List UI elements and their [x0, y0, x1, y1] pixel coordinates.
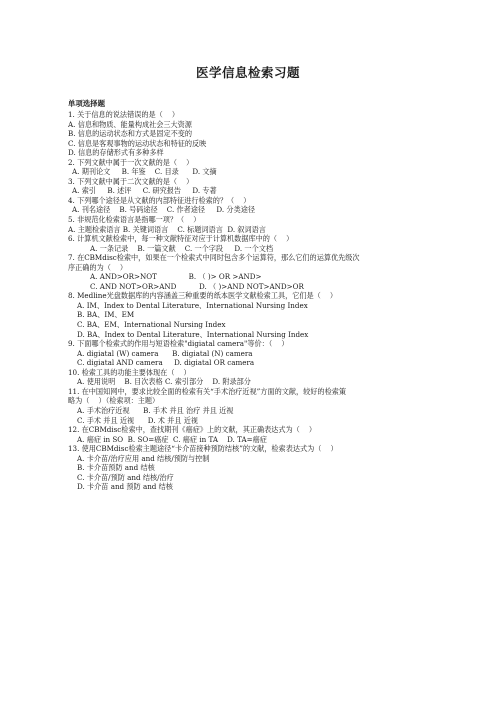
- text-line: 5. 非规范化检索语言是指哪一项？（ ）: [68, 215, 201, 225]
- text-line: C. digiatal AND camera D. digiatal OR camera: [77, 358, 255, 368]
- text-line: 3. 下列文献中属于二次文献的是（ ）: [68, 176, 194, 186]
- text-line: A. 癌症 in SO B. SO=癌症 C. 癌症 in TA D. TA=癌症: [77, 434, 267, 444]
- text-line: A. AND>OR>NOT B. （ )> OR >AND>: [90, 272, 262, 282]
- text-line: A. 刊名途径 B. 号码途径 C. 作者途径 D. 分类途径: [72, 205, 255, 215]
- text-line: A. IM、Index to Dental Literature、International Nursing Index: [77, 300, 308, 310]
- document-title: 医学信息检索习题: [195, 65, 300, 80]
- text-line: C. 手术 并且 近视 D. 术 并且 近视: [77, 415, 199, 425]
- text-line: B. 信息的运动状态和方式是固定不变的: [68, 129, 193, 139]
- text-line: A. 手术治疗近视 B. 手术 并且 治疗 并且 近视: [77, 405, 234, 415]
- text-line: D. BA、Index to Dental Literature、International Nursing Index: [77, 329, 309, 339]
- text-line: 6. 计算机文献检索中，每一种文献特征对应于计算机数据库中的（ ）: [68, 234, 294, 244]
- text-line: 11. 在中国知网中，要求比较全面的检索有关“手术治疗近视”方面的文献，较好的检索策: [68, 386, 346, 396]
- text-line: 12. 在CBMdisc检索中，查找期刊《癌症》上的文献，其正确表达式为（ ）: [68, 425, 317, 435]
- text-line: A. digiatal (W) camera B. digiatal (N) camera: [77, 348, 253, 358]
- text-line: A. 使用说明 B. 目次表格 C. 索引部分 D. 附录部分: [77, 377, 251, 387]
- text-line: 4. 下列哪个途径是从文献的内部特征进行检索的？（ ）: [68, 195, 251, 205]
- text-line: B. BA、IM、EM: [77, 310, 135, 320]
- text-line: 13. 使用CBMdisc检索主题途径“卡介苗接种预防结核”的文献，检索表达式为（ ）: [68, 444, 338, 454]
- text-line: A. 一条记录 B. 一篇文献 C. 一个字段 D. 一个文档: [90, 243, 273, 253]
- text-line: A. 卡介苗/治疗应用 and 结核/预防与控制: [77, 453, 210, 463]
- text-line: A. 期刊论文 B. 年鉴 C. 目录 D. 文摘: [72, 167, 217, 177]
- text-line: 2. 下列文献中属于一次文献的是（ ）: [68, 157, 194, 167]
- text-line: 10. 检索工具的功能主要体现在（ ）: [68, 367, 191, 377]
- text-line: B. 卡介苗预防 and 结核: [77, 463, 155, 473]
- text-line: 8. Medline光盘数据库的内容涵盖三种重要的纸本医学文献检索工具，它们是（ ）: [68, 291, 338, 301]
- text-line: 9. 下面哪个检索式的作用与短语检索"digiatal camera"等价：（ ）: [68, 339, 289, 349]
- section-heading: 单项选择题: [68, 99, 105, 108]
- text-line: C. BA、EM、International Nursing Index: [77, 320, 226, 330]
- text-line: 7. 在CBMdisc检索中，如果在一个检索式中同时包含多个运算符，那么它们的运算优先级次: [68, 253, 360, 263]
- text-line: C. AND NOT>OR>AND D. （ )>AND NOT>AND>OR: [90, 281, 304, 291]
- text-line: A. 信息和物质、能量构成社会三大资源: [68, 119, 192, 129]
- text-line: 略为（ ）（检索项：主题）: [68, 396, 160, 406]
- text-line: C. 卡介苗/预防 and 结核/治疗: [77, 472, 174, 482]
- text-line: A. 索引 B. 述评 C. 研究报告 D. 专著: [72, 186, 217, 196]
- text-line: A. 主题检索语言 B. 关键词语言 C. 标题词语言 D. 叙词语言: [68, 224, 266, 234]
- text-line: C. 信息是客观事物的运动状态和特征的反映: [68, 138, 207, 148]
- question-list: [68, 110, 438, 492]
- text-line: 1. 关于信息的说法错误的是（ ）: [68, 110, 179, 119]
- text-line: D. 卡介苗 and 预防 and 结核: [77, 482, 173, 492]
- text-line: D. 信息的存储形式有多种多样: [68, 148, 164, 158]
- text-line: 序正确的为（ ）: [68, 262, 128, 272]
